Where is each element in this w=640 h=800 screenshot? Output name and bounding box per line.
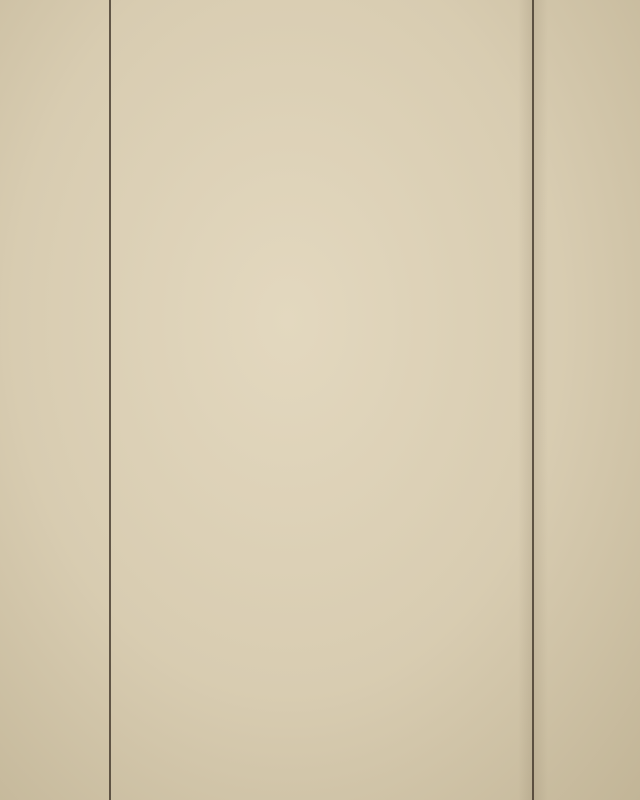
column-rule-right — [532, 0, 534, 800]
column-rule-left — [109, 0, 111, 800]
main-column — [116, 0, 526, 800]
right-column-fragment — [540, 0, 640, 800]
left-column-fragment — [0, 0, 104, 800]
